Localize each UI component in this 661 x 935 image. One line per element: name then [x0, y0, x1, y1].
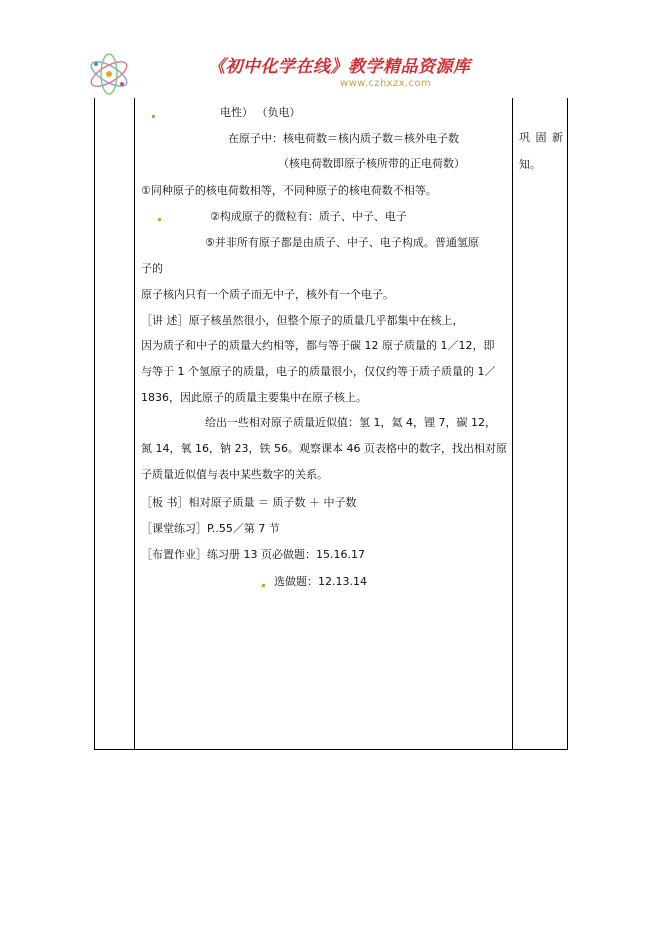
- content-line: ②构成原子的微粒有：质子、中子、电子: [210, 210, 407, 223]
- banner-title: 《初中化学在线》教学精品资源库: [208, 57, 471, 77]
- table-divider-2: [512, 98, 513, 750]
- content-line: （核电荷数即原子核所带的正电荷数）: [278, 157, 465, 170]
- content-line: ［课堂练习］P..55／第 7 节: [141, 522, 280, 535]
- content-line: 原子核内只有一个质子而无中子，核外有一个电子。: [141, 288, 394, 301]
- content-line: ①同种原子的核电荷数相等，不同种原子的核电荷数不相等。: [141, 184, 437, 197]
- atom-logo-icon: [86, 52, 132, 96]
- content-line: 氮 14，氧 16，钠 23，铁 56。观察课本 46 页表格中的数字，找出相对原: [141, 442, 507, 455]
- decorative-dot: [152, 115, 155, 118]
- content-line: 选做题：12.13.14: [274, 575, 367, 588]
- content-line: 1836，因此原子的质量主要集中在原子核上。: [141, 391, 367, 404]
- content-line: 给出一些相对原子质量近似值：氢 1，氦 4，锂 7，碳 12，: [205, 416, 496, 429]
- content-line: ⑤并非所有原子都是由质子、中子、电子构成。普通氢原: [205, 236, 479, 249]
- side-note-line: 知。: [519, 158, 541, 171]
- content-line: 电性） （负电）: [220, 106, 301, 119]
- side-note-line: 巩 固 新: [519, 131, 564, 144]
- content-line: 子质量近似值与表中某些数字的关系。: [141, 468, 328, 481]
- banner-url: www.czhxzx.com: [340, 78, 432, 89]
- content-line: 与等于 1 个氢原子的质量，电子的质量很小，仅仅约等于质子质量的 1／: [141, 365, 496, 378]
- content-line: ［讲 述］原子核虽然很小，但整个原子的质量几乎都集中在核上，: [141, 314, 464, 327]
- table-divider-1: [134, 98, 135, 750]
- content-line: 因为质子和中子的质量大约相等，都与等于碳 12 原子质量的 1／12，即: [141, 339, 495, 352]
- header-banner: [78, 46, 584, 100]
- table-border-left: [94, 98, 95, 750]
- content-line: ［布置作业］练习册 13 页必做题：15.16.17: [141, 548, 365, 561]
- content-line: 在原子中：核电荷数＝核内质子数＝核外电子数: [228, 132, 459, 145]
- content-line: 子的: [141, 262, 163, 275]
- decorative-dot: [158, 218, 161, 221]
- table-border-right: [567, 98, 568, 750]
- table-border-bottom: [94, 749, 568, 750]
- decorative-dot: [262, 584, 265, 587]
- content-line: ［板 书］相对原子质量 ＝ 质子数 ＋ 中子数: [141, 496, 357, 509]
